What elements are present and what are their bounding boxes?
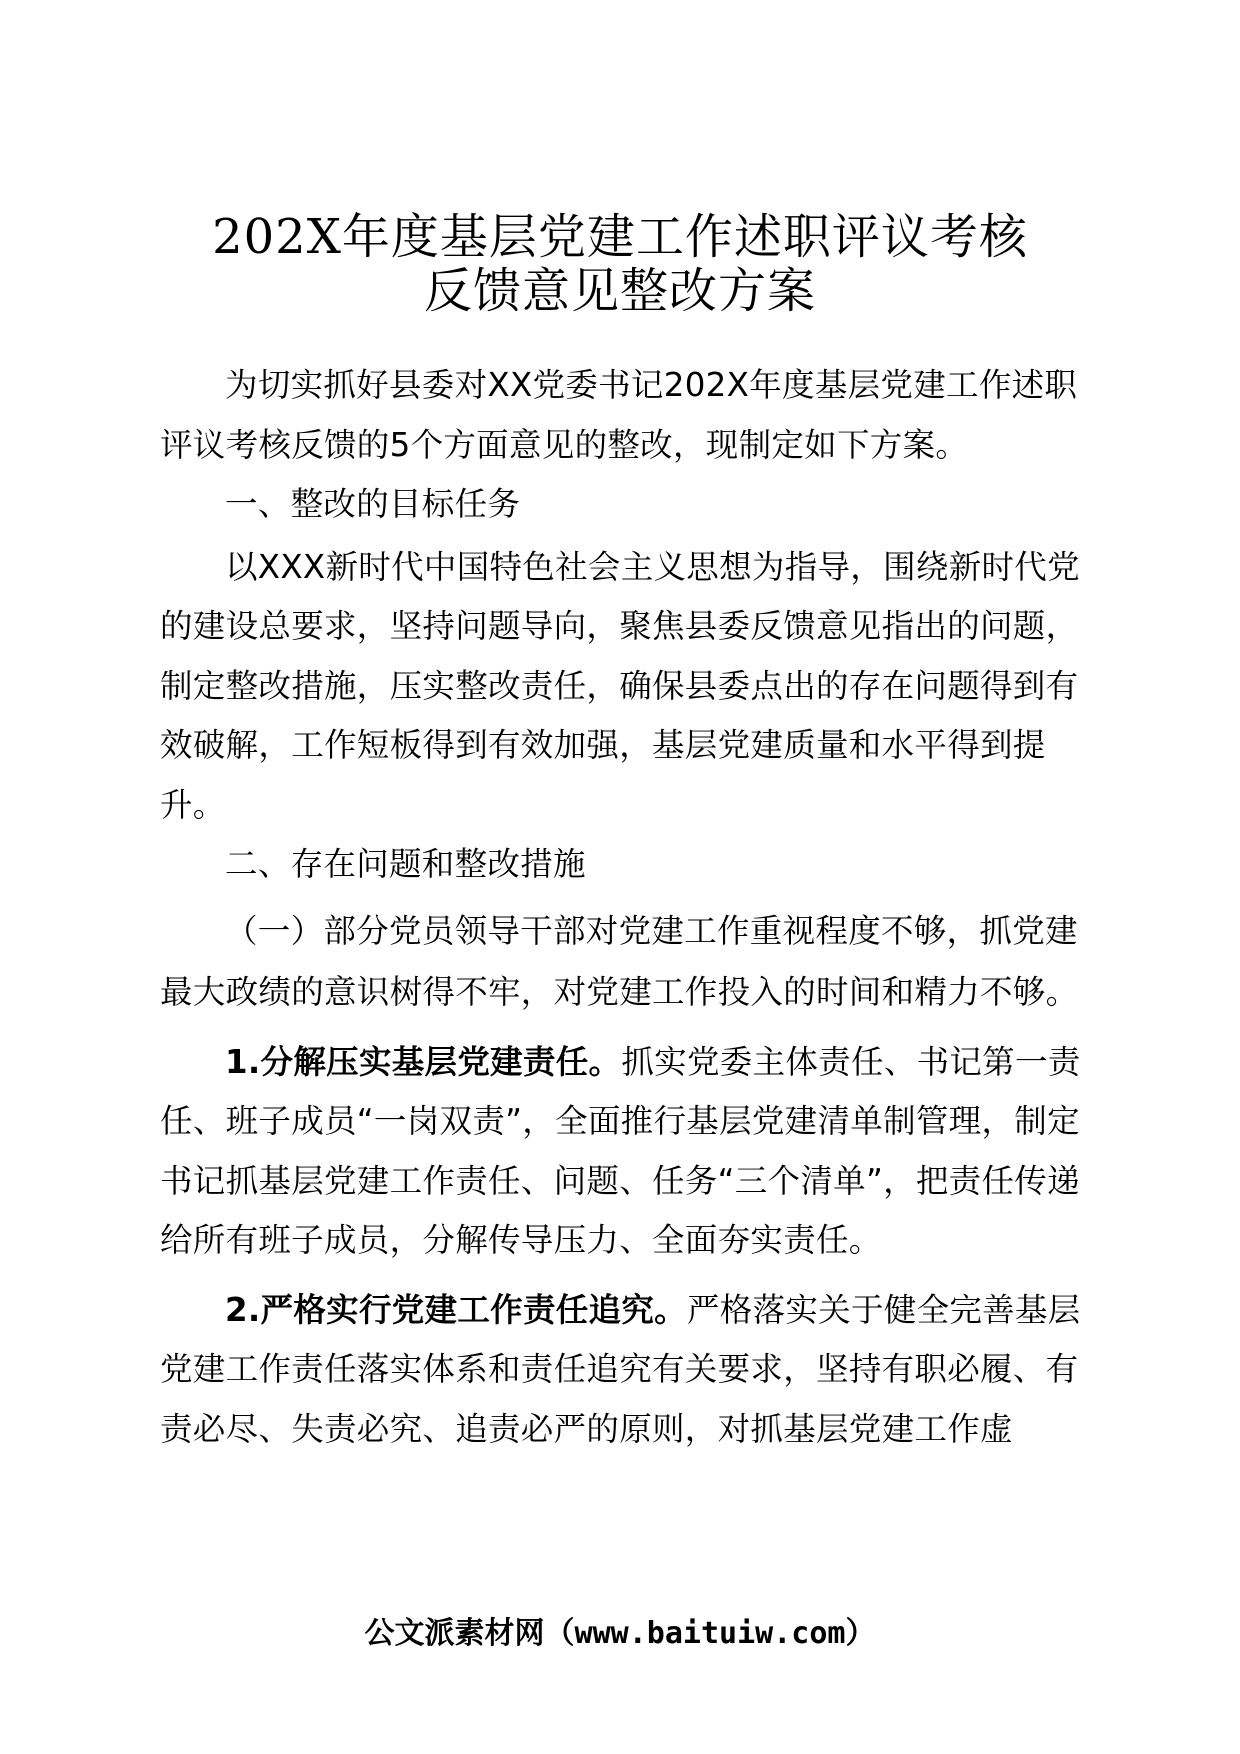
- section-1-paragraph: 以XXX新时代中国特色社会主义思想为指导，围绕新时代党的建设总要求，坚持问题导向，聚焦县委反馈意见指出的问题，制定整改措施，压实整改责任，确保县委点出的存在问题得到有效破解，工作短板得到有效加强，基层党建质量和水平得到提升。: [160, 547, 1080, 824]
- document-body: [160, 356, 1090, 1459]
- measure-1-text: 抓实党委主体责任、书记第一责任、班子成员“一岗双责”，全面推行基层党建清单制管理，制定书记抓基层党建工作责任、问题、任务“三个清单”，把责任传递给所有班子成员，分解传导压力、全面夯实责任。: [160, 1042, 1081, 1259]
- footer-watermark: 公文派素材网（www.baituiw.com）: [364, 1616, 876, 1651]
- measure-2-heading: 2.严格实行党建工作责任追究。: [225, 1290, 687, 1329]
- measure-2-paragraph: [160, 1281, 1090, 1460]
- document-title-line-1: 202X年度基层党建工作述职评议考核: [212, 209, 1028, 265]
- section-2-heading: 二、存在问题和整改措施: [225, 845, 586, 883]
- measure-1-paragraph: [160, 1033, 1090, 1271]
- intro-paragraph: 为切实抓好县委对XX党委书记202X年度基层党建工作述职评议考核反馈的5个方面意见的整改，现制定如下方案。: [160, 366, 1078, 464]
- measure-1-heading: 1.分解压实基层党建责任。: [225, 1042, 622, 1081]
- section-1-heading: 一、整改的目标任务: [225, 485, 521, 523]
- measure-2-text: 严格落实关于健全完善基层党建工作责任落实体系和责任追究有关要求，坚持有职必履、有责必尽、失责必究、追责必严的原则，对抓基层党建工作虚: [160, 1290, 1081, 1448]
- document-title-line-2: 反馈意见整改方案: [423, 263, 816, 319]
- problem-1-paragraph: （一）部分党员领导干部对党建工作重视程度不够，抓党建最大政绩的意识树得不牢，对党建工作投入的时间和精力不够。: [160, 911, 1079, 1011]
